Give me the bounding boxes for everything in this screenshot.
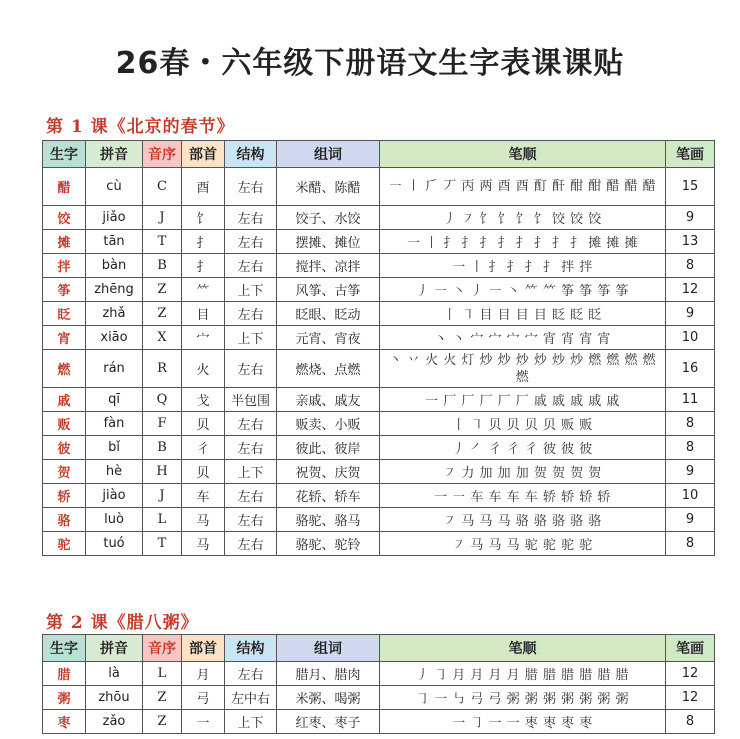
cell-bishun: ㇆ 一 ㇉ 弓 弓 粥 粥 粥 粥 粥 粥 粥	[380, 686, 666, 710]
cell-zi: 腊	[43, 662, 86, 686]
cell-bishun: 丿 ㇐ ㇔ 丿 ㇐ ㇔ ⺮ ⺮ 筝 筝 筝 筝	[380, 278, 666, 302]
table-row	[43, 710, 715, 734]
cell-bushou: 饣	[182, 206, 225, 230]
cell-jiegou: 左右	[225, 532, 277, 556]
cell-jiegou: 左右	[225, 168, 277, 206]
cell-bihua: 12	[666, 686, 715, 710]
cell-bushou: 目	[182, 302, 225, 326]
lesson-1-heading: 第 1 课《北京的春节》	[46, 117, 235, 137]
cell-jiegou: 左右	[225, 230, 277, 254]
table-row	[43, 302, 715, 326]
cell-bishun: 一 丨 扌 扌 扌 扌 扌 扌 扌 扌 摊 摊 摊	[380, 230, 666, 254]
cell-zi: 宵	[43, 326, 86, 350]
cell-yinxu: X	[143, 326, 182, 350]
cell-zuci: 腊月、腊肉	[277, 662, 380, 686]
cell-bishun: 一 ㇐ 车 车 车 车 轿 轿 轿 轿	[380, 484, 666, 508]
cell-pinyin: zhǎ	[86, 302, 143, 326]
cell-yinxu: J	[143, 206, 182, 230]
table-row	[43, 686, 715, 710]
header-zuci: 组词	[277, 141, 380, 168]
cell-bishun: 丨 ㇕ 目 目 目 目 眨 眨 眨	[380, 302, 666, 326]
cell-bushou: 月	[182, 662, 225, 686]
cell-jiegou: 上下	[225, 278, 277, 302]
cell-jiegou: 上下	[225, 326, 277, 350]
header-zuci: 组词	[277, 635, 380, 662]
cell-pinyin: zhōu	[86, 686, 143, 710]
cell-zi: 骆	[43, 508, 86, 532]
cell-yinxu: Z	[143, 278, 182, 302]
cell-zuci: 摆摊、摊位	[277, 230, 380, 254]
cell-jiegou: 左右	[225, 508, 277, 532]
table-row	[43, 460, 715, 484]
header-pinyin: 拼音	[86, 141, 143, 168]
cell-jiegou: 左右	[225, 302, 277, 326]
cell-pinyin: rán	[86, 350, 143, 388]
cell-bihua: 8	[666, 254, 715, 278]
cell-zuci: 元宵、宵夜	[277, 326, 380, 350]
cell-pinyin: fàn	[86, 412, 143, 436]
cell-yinxu: Z	[143, 302, 182, 326]
cell-yinxu: Z	[143, 710, 182, 734]
cell-bushou: 一	[182, 710, 225, 734]
cell-bishun: 一 厂 厂 厂 厂 厂 戚 戚 戚 戚 戚	[380, 388, 666, 412]
cell-zuci: 米醋、陈醋	[277, 168, 380, 206]
cell-zi: 贺	[43, 460, 86, 484]
cell-bishun: 丿 ㇇ 饣 饣 饣 饣 饺 饺 饺	[380, 206, 666, 230]
cell-bihua: 8	[666, 710, 715, 734]
table-row	[43, 206, 715, 230]
cell-zi: 眨	[43, 302, 86, 326]
cell-bishun: 丿 ㇆ 月 月 月 月 腊 腊 腊 腊 腊 腊	[380, 662, 666, 686]
cell-bishun: ㇇ 力 加 加 加 贺 贺 贺 贺	[380, 460, 666, 484]
cell-bihua: 11	[666, 388, 715, 412]
table-header-row	[43, 141, 715, 168]
cell-zuci: 彼此、彼岸	[277, 436, 380, 460]
cell-bihua: 8	[666, 412, 715, 436]
cell-pinyin: hè	[86, 460, 143, 484]
cell-bihua: 9	[666, 302, 715, 326]
cell-bihua: 9	[666, 508, 715, 532]
cell-bihua: 9	[666, 460, 715, 484]
cell-zuci: 饺子、水饺	[277, 206, 380, 230]
cell-yinxu: L	[143, 662, 182, 686]
cell-zi: 粥	[43, 686, 86, 710]
cell-bushou: ⺮	[182, 278, 225, 302]
cell-yinxu: H	[143, 460, 182, 484]
header-bihua: 笔画	[666, 635, 715, 662]
cell-yinxu: Q	[143, 388, 182, 412]
cell-jiegou: 上下	[225, 460, 277, 484]
cell-bihua: 12	[666, 278, 715, 302]
cell-zi: 饺	[43, 206, 86, 230]
cell-yinxu: J	[143, 484, 182, 508]
cell-pinyin: tuó	[86, 532, 143, 556]
header-jiegou: 结构	[225, 141, 277, 168]
cell-bushou: 彳	[182, 436, 225, 460]
cell-zi: 驼	[43, 532, 86, 556]
cell-zuci: 风筝、古筝	[277, 278, 380, 302]
cell-bushou: 车	[182, 484, 225, 508]
lesson-1-table	[42, 140, 715, 556]
table-row	[43, 254, 715, 278]
table-row	[43, 278, 715, 302]
page-title: 26春・六年级下册语文生字表课课贴	[115, 46, 625, 81]
cell-bishun: ㇇ 马 马 马 驼 驼 驼 驼	[380, 532, 666, 556]
cell-pinyin: qī	[86, 388, 143, 412]
cell-bishun: 丨 ㇕ 贝 贝 贝 贝 贩 贩	[380, 412, 666, 436]
cell-bushou: 马	[182, 532, 225, 556]
cell-zi: 摊	[43, 230, 86, 254]
cell-jiegou: 上下	[225, 710, 277, 734]
cell-bihua: 13	[666, 230, 715, 254]
cell-yinxu: T	[143, 230, 182, 254]
cell-pinyin: zhēng	[86, 278, 143, 302]
cell-pinyin: jiào	[86, 484, 143, 508]
header-bishun: 笔顺	[380, 141, 666, 168]
cell-jiegou: 左右	[225, 662, 277, 686]
cell-jiegou: 半包围	[225, 388, 277, 412]
cell-zuci: 骆驼、驼铃	[277, 532, 380, 556]
header-bushou: 部首	[182, 141, 225, 168]
cell-bihua: 15	[666, 168, 715, 206]
cell-zuci: 贩卖、小贩	[277, 412, 380, 436]
cell-bishun: 丶 丶 宀 宀 宀 宀 宵 宵 宵 宵	[380, 326, 666, 350]
cell-jiegou: 左右	[225, 484, 277, 508]
table-row	[43, 230, 715, 254]
cell-pinyin: zǎo	[86, 710, 143, 734]
table-row	[43, 532, 715, 556]
cell-bihua: 10	[666, 326, 715, 350]
cell-zuci: 花轿、轿车	[277, 484, 380, 508]
lesson-2-table	[42, 634, 715, 734]
cell-zi: 戚	[43, 388, 86, 412]
cell-bihua: 9	[666, 206, 715, 230]
cell-bushou: 贝	[182, 460, 225, 484]
cell-yinxu: B	[143, 254, 182, 278]
cell-zuci: 亲戚、戚友	[277, 388, 380, 412]
cell-yinxu: Z	[143, 686, 182, 710]
cell-bishun: ㇐ ㇑ 𠂆 丆 丙 两 酉 酉 酊 酐 酣 酣 醋 醋 醋	[380, 168, 666, 206]
header-yinxu: 音序	[143, 141, 182, 168]
header-zi: 生字	[43, 635, 86, 662]
cell-zi: 燃	[43, 350, 86, 388]
cell-jiegou: 左中右	[225, 686, 277, 710]
table-row	[43, 484, 715, 508]
cell-pinyin: tān	[86, 230, 143, 254]
table-row	[43, 508, 715, 532]
cell-yinxu: B	[143, 436, 182, 460]
cell-zi: 醋	[43, 168, 86, 206]
cell-bishun: 一 ㇆ 一 一 枣 枣 枣 枣	[380, 710, 666, 734]
cell-zuci: 骆驼、骆马	[277, 508, 380, 532]
cell-pinyin: jiǎo	[86, 206, 143, 230]
cell-bishun: ㇇ 马 马 马 骆 骆 骆 骆 骆	[380, 508, 666, 532]
cell-bishun: 丿 ㇒ 彳 彳 彳 彼 彼 彼	[380, 436, 666, 460]
cell-bushou: 弓	[182, 686, 225, 710]
header-jiegou: 结构	[225, 635, 277, 662]
cell-bushou: 戈	[182, 388, 225, 412]
cell-bishun: 丶 丷 火 火 灯 炒 炒 炒 炒 炒 炒 燃 燃 燃 燃 燃	[380, 350, 666, 388]
cell-pinyin: bǐ	[86, 436, 143, 460]
lesson-2-heading: 第 2 课《腊八粥》	[46, 613, 199, 633]
cell-bihua: 8	[666, 532, 715, 556]
table-row	[43, 168, 715, 206]
header-bushou: 部首	[182, 635, 225, 662]
cell-bihua: 10	[666, 484, 715, 508]
cell-yinxu: F	[143, 412, 182, 436]
table-row	[43, 326, 715, 350]
cell-zuci: 搅拌、凉拌	[277, 254, 380, 278]
table-header-row	[43, 635, 715, 662]
cell-pinyin: luò	[86, 508, 143, 532]
cell-zi: 筝	[43, 278, 86, 302]
cell-jiegou: 左右	[225, 436, 277, 460]
cell-bishun: 一 丨 扌 扌 扌 扌 拌 拌	[380, 254, 666, 278]
cell-yinxu: L	[143, 508, 182, 532]
cell-jiegou: 左右	[225, 350, 277, 388]
header-bihua: 笔画	[666, 141, 715, 168]
cell-bushou: 马	[182, 508, 225, 532]
cell-zuci: 祝贺、庆贺	[277, 460, 380, 484]
header-bishun: 笔顺	[380, 635, 666, 662]
header-yinxu: 音序	[143, 635, 182, 662]
cell-yinxu: T	[143, 532, 182, 556]
cell-zi: 枣	[43, 710, 86, 734]
cell-bushou: 酉	[182, 168, 225, 206]
table-row	[43, 388, 715, 412]
cell-jiegou: 左右	[225, 412, 277, 436]
table-row	[43, 350, 715, 388]
table-row	[43, 436, 715, 460]
cell-bushou: 宀	[182, 326, 225, 350]
cell-zi: 拌	[43, 254, 86, 278]
cell-pinyin: xiāo	[86, 326, 143, 350]
cell-zi: 轿	[43, 484, 86, 508]
cell-pinyin: cù	[86, 168, 143, 206]
cell-bihua: 8	[666, 436, 715, 460]
table-row	[43, 662, 715, 686]
cell-jiegou: 左右	[225, 254, 277, 278]
cell-bushou: 贝	[182, 412, 225, 436]
cell-zuci: 眨眼、眨动	[277, 302, 380, 326]
table-row	[43, 412, 715, 436]
cell-bushou: 扌	[182, 230, 225, 254]
cell-zuci: 红枣、枣子	[277, 710, 380, 734]
cell-yinxu: C	[143, 168, 182, 206]
cell-yinxu: R	[143, 350, 182, 388]
cell-jiegou: 左右	[225, 206, 277, 230]
cell-pinyin: bàn	[86, 254, 143, 278]
cell-zuci: 米粥、喝粥	[277, 686, 380, 710]
header-zi: 生字	[43, 141, 86, 168]
cell-zi: 贩	[43, 412, 86, 436]
cell-bushou: 火	[182, 350, 225, 388]
cell-bushou: 扌	[182, 254, 225, 278]
cell-zuci: 燃烧、点燃	[277, 350, 380, 388]
cell-pinyin: là	[86, 662, 143, 686]
header-pinyin: 拼音	[86, 635, 143, 662]
cell-bihua: 16	[666, 350, 715, 388]
cell-bihua: 12	[666, 662, 715, 686]
cell-zi: 彼	[43, 436, 86, 460]
